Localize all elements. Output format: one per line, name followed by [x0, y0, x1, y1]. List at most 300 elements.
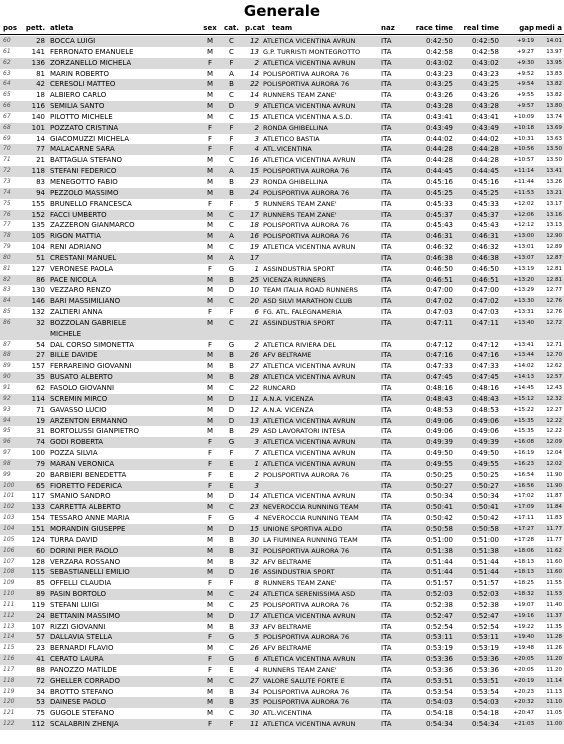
cell-pos: 77: [3, 221, 11, 229]
cell-naz: ITA: [381, 199, 392, 208]
cell-media: 11.37: [546, 612, 562, 619]
cell-pcat: 15: [250, 524, 259, 533]
cell-gap: +17:11: [513, 515, 534, 522]
cell-pcat: 14: [250, 69, 259, 78]
cell-gap: +20:32: [513, 699, 534, 706]
header-media: medi a: [535, 24, 562, 32]
cell-media: 13.16: [546, 211, 562, 218]
cell-atleta: TESSARO ANNE MARIA: [50, 514, 130, 523]
cell-atleta: GUGOLE STEFANO: [50, 709, 115, 718]
cell-real-time: 0:53:51: [472, 676, 499, 685]
cell-cat: B: [229, 373, 234, 382]
cell-team: POLISPORTIVA AURORA 76: [263, 167, 350, 176]
cell-real-time: 0:53:54: [472, 687, 499, 696]
table-row: [0, 567, 564, 578]
cell-naz: [380, 329, 405, 340]
cell-sex: F: [207, 308, 213, 317]
cell-pett: 54: [36, 340, 45, 349]
cell-pcat: 11: [250, 394, 259, 403]
cell-gap: +21:03: [513, 721, 534, 728]
table-row: [0, 394, 564, 405]
cell-sex: M: [206, 47, 214, 56]
cell-team: ATL.VICENTINA: [263, 709, 312, 718]
cell-team: UNIONE SPORTIVA ALDO: [263, 524, 343, 533]
cell-real-time: 0:47:03: [472, 308, 499, 317]
cell-race-time: 0:49:06: [426, 416, 453, 425]
cell-cat: F: [229, 145, 234, 154]
cell-media: [534, 329, 564, 340]
cell-pett: 79: [36, 459, 45, 468]
cell-pcat: 24: [250, 188, 259, 197]
cell-race-time: 0:52:47: [426, 611, 453, 620]
table-row: [0, 58, 564, 69]
cell-sex: M: [206, 416, 214, 425]
cell-real-time: 0:52:54: [472, 622, 499, 631]
cell-race-time: 0:44:45: [426, 167, 453, 176]
cell-atleta: ZALTIERI ANNA: [50, 308, 103, 317]
cell-team: ATLETICA VICENTINA AVRUN: [263, 611, 356, 620]
cell-atleta: SCREMIN MIRCO: [50, 394, 108, 403]
cell-atleta: MORANDIN GIUSEPPE: [50, 524, 126, 533]
cell-pos: 119: [3, 687, 15, 695]
cell-team: RUNNERS TEAM ZANE': [263, 665, 337, 674]
cell-cat: C: [229, 503, 234, 512]
cell-naz: ITA: [381, 123, 392, 132]
cell-team: AFV BELTRAME: [263, 644, 312, 653]
table-row: [0, 79, 564, 90]
cell-naz: ITA: [381, 318, 392, 327]
table-row: [0, 491, 564, 502]
cell-sex: F: [207, 514, 213, 523]
cell-real-time: 0:47:33: [472, 362, 499, 371]
cell-cat: G: [228, 340, 235, 349]
cell-atleta: PEZZOLO MASSIMO: [50, 188, 119, 197]
cell-sex: M: [206, 622, 214, 631]
cell-gap: +9:55: [517, 92, 534, 99]
cell-gap: +16:08: [513, 439, 534, 446]
cell-pos: 90: [3, 373, 11, 381]
cell-pos: 100: [3, 481, 15, 489]
cell-naz: ITA: [381, 286, 392, 295]
cell-atleta: STEFANI FEDERICO: [50, 167, 117, 176]
cell-atleta: ZORZANELLO MICHELA: [50, 58, 132, 67]
cell-naz: ITA: [381, 405, 392, 414]
cell-real-time: 0:50:58: [472, 524, 499, 533]
cell-pett: 75: [36, 709, 45, 718]
cell-pett: 101: [31, 123, 45, 132]
cell-race-time: 0:43:28: [426, 102, 453, 111]
cell-pos: 101: [3, 492, 15, 500]
cell-real-time: 0:44:28: [472, 156, 499, 165]
table-row: [0, 329, 564, 340]
cell-pett: 152: [31, 210, 45, 219]
table-row: [0, 708, 564, 719]
cell-cat: D: [228, 102, 235, 111]
cell-cat: D: [228, 405, 235, 414]
cell-pett: 72: [36, 676, 45, 685]
cell-gap: +13:41: [513, 341, 534, 348]
cell-media: 11.83: [546, 515, 562, 522]
cell-real-time: 0:45:25: [472, 188, 499, 197]
cell-race-time: 0:44:28: [426, 145, 453, 154]
table-row: [0, 372, 564, 383]
cell-atleta: ALBIERO CARLO: [50, 91, 107, 100]
cell-real-time: 0:52:47: [472, 611, 499, 620]
cell-media: 13.82: [546, 81, 562, 88]
cell-media: 11.14: [546, 677, 562, 684]
cell-gap: +13:07: [513, 254, 534, 261]
cell-atleta: CERESOLI MATTEO: [50, 80, 116, 89]
cell-pcat: 22: [250, 80, 259, 89]
cell-race-time: 0:48:16: [426, 384, 453, 392]
cell-gap: +9:30: [517, 59, 534, 66]
cell-pcat: 17: [250, 210, 259, 219]
table-row: [0, 264, 564, 275]
cell-real-time: 0:47:45: [472, 373, 499, 382]
cell-naz: ITA: [381, 644, 392, 653]
cell-atleta: RIZZI GIOVANNI: [50, 622, 106, 631]
cell-gap: +20:05: [513, 666, 534, 673]
table-row: [0, 578, 564, 589]
cell-naz: ITA: [381, 80, 392, 89]
cell-team: POLISPORTIVA AURORA 76: [263, 633, 350, 642]
cell-cat: B: [229, 535, 234, 544]
cell-naz: ITA: [381, 47, 392, 56]
table-row: [0, 231, 564, 242]
cell-media: 13.41: [546, 168, 562, 175]
cell-pett: 88: [36, 665, 45, 674]
cell-pos: 117: [3, 665, 15, 673]
cell-cat: F: [229, 123, 234, 132]
cell-atleta: MARIN ROBERTO: [50, 69, 109, 78]
cell-real-time: 0:45:33: [472, 199, 499, 208]
cell-gap: +18:06: [513, 547, 534, 554]
cell-real-time: 0:51:00: [472, 535, 499, 544]
cell-pos: 107: [3, 557, 15, 565]
cell-pett: 74: [36, 438, 45, 447]
cell-pos: 96: [3, 438, 11, 446]
cell-naz: ITA: [381, 308, 392, 317]
cell-pett: 119: [31, 600, 45, 609]
cell-naz: ITA: [381, 655, 392, 664]
cell-real-time: 0:43:28: [472, 102, 499, 111]
table-row: [0, 361, 564, 372]
cell-real-time: 0:49:06: [472, 416, 499, 425]
cell-media: 11.05: [546, 710, 562, 717]
cell-media: 12.22: [546, 428, 562, 435]
cell-naz: ITA: [381, 362, 392, 371]
table-row: [0, 665, 564, 676]
table-row: [0, 307, 564, 318]
cell-pett: 133: [31, 503, 45, 512]
cell-media: 11.55: [546, 580, 562, 587]
cell-atleta: GIACOMUZZI MICHELA: [50, 134, 129, 143]
cell-naz: ITA: [381, 557, 392, 566]
table-row: [0, 383, 564, 394]
cell-sex: M: [206, 503, 214, 512]
cell-pos: 114: [3, 633, 15, 641]
cell-naz: ITA: [381, 676, 392, 685]
cell-real-time: 0:51:44: [472, 557, 499, 566]
cell-race-time: 0:47:11: [426, 318, 453, 327]
cell-sex: F: [207, 579, 213, 588]
cell-cat: C: [229, 676, 234, 685]
cell-team: RUNNERS TEAM ZANE': [263, 91, 337, 100]
cell-pett: 130: [31, 286, 45, 295]
cell-race-time: 0:47:03: [426, 308, 453, 317]
cell-pcat: [243, 329, 261, 340]
cell-sex: F: [207, 199, 213, 208]
cell-atleta: BOZZOLAN GABRIELE: [50, 318, 127, 327]
cell-media: 12.62: [546, 363, 562, 370]
cell-team: ATLETICA VICENTINA AVRUN: [263, 373, 356, 382]
cell-race-time: 0:45:16: [426, 177, 453, 186]
cell-gap: +9:19: [517, 38, 534, 44]
cell-cat: G: [228, 655, 235, 664]
cell-team: ATLETICA VICENTINA AVRUN: [263, 720, 356, 729]
cell-team: ATLETICA VICENTINA AVRUN: [263, 438, 356, 447]
cell-real-time: [453, 329, 499, 340]
cell-pcat: 17: [250, 611, 259, 620]
cell-pett: 140: [31, 112, 45, 121]
cell-pos: 93: [3, 405, 11, 413]
cell-naz: ITA: [381, 167, 392, 176]
cell-race-time: 0:49:39: [426, 438, 453, 447]
cell-atleta: BORTOLUSSI GIANPIETRO: [50, 427, 140, 436]
cell-media: 13.82: [546, 92, 562, 99]
cell-atleta: BARI MASSIMILIANO: [50, 297, 121, 306]
cell-team: [261, 481, 380, 492]
cell-real-time: 0:54:34: [472, 720, 499, 729]
cell-gap: +17:27: [513, 525, 534, 532]
cell-pett: 65: [36, 481, 45, 490]
cell-naz: ITA: [381, 384, 392, 392]
cell-atleta: DALLAVIA STELLA: [50, 633, 113, 642]
cell-race-time: 0:45:25: [426, 188, 453, 197]
cell-atleta: FIORETTO FEDERICA: [50, 481, 122, 490]
cell-atleta: BROTTO STEFANO: [50, 687, 114, 696]
cell-media: 12.81: [546, 276, 562, 283]
cell-cat: E: [229, 665, 234, 674]
cell-pett: 100: [31, 449, 45, 458]
cell-pett: 115: [31, 568, 45, 577]
cell-atleta: OFFELLI CLAUDIA: [50, 579, 112, 588]
cell-media: 12.90: [546, 233, 562, 240]
cell-pos: 111: [3, 600, 15, 608]
cell-pos: 81: [3, 264, 11, 272]
table-row: [0, 426, 564, 437]
table-row: [0, 437, 564, 448]
cell-cat: D: [228, 416, 235, 425]
cell-naz: ITA: [381, 177, 392, 186]
cell-naz: ITA: [381, 514, 392, 523]
cell-cat: E: [229, 481, 234, 490]
cell-cat: F: [229, 579, 234, 588]
cell-naz: ITA: [381, 449, 392, 458]
cell-gap: +11:53: [513, 189, 534, 196]
cell-pcat: 1: [254, 459, 259, 468]
table-row: [0, 220, 564, 231]
cell-naz: ITA: [381, 416, 392, 425]
cell-sex: M: [206, 188, 214, 197]
cell-race-time: 0:43:26: [426, 91, 453, 100]
cell-race-time: 0:42:50: [426, 37, 453, 45]
table-row: [0, 611, 564, 622]
cell-race-time: 0:48:53: [426, 405, 453, 414]
cell-cat: [220, 329, 243, 340]
cell-gap: +19:07: [513, 601, 534, 608]
cell-sex: M: [206, 384, 214, 392]
cell-atleta: GAVASSO LUCIO: [50, 405, 107, 414]
cell-race-time: 0:52:54: [426, 622, 453, 631]
table-header: [0, 23, 564, 33]
header-team: team: [272, 24, 293, 32]
cell-pos: 63: [3, 69, 11, 77]
cell-pett: 135: [31, 221, 45, 230]
cell-pcat: 30: [250, 535, 259, 544]
cell-pcat: 17: [250, 253, 259, 262]
cell-real-time: 0:51:57: [472, 579, 499, 588]
cell-pos: 75: [3, 199, 11, 207]
cell-team: ATLETICA VICENTINA AVRUN: [263, 655, 356, 664]
cell-cat: D: [228, 286, 235, 295]
table-row: [0, 90, 564, 101]
cell-pcat: 11: [250, 720, 259, 729]
cell-gap: +13:30: [513, 298, 534, 305]
cell-team: ATLETICA VICENTINA AVRUN: [263, 449, 356, 458]
cell-cat: G: [228, 633, 235, 642]
cell-pcat: 27: [250, 362, 259, 371]
header-divider: [0, 34, 564, 35]
cell-pos: 79: [3, 243, 11, 251]
cell-media: 11.13: [546, 688, 562, 695]
cell-media: 13.13: [546, 222, 562, 229]
cell-cat: A: [229, 232, 234, 241]
cell-naz: ITA: [381, 210, 392, 219]
cell-pcat: 10: [250, 286, 259, 295]
cell-race-time: 0:43:23: [426, 69, 453, 78]
cell-pcat: 27: [250, 676, 259, 685]
cell-real-time: 0:47:11: [472, 318, 499, 327]
cell-gap: +10:56: [513, 146, 534, 153]
cell-media: 11.53: [546, 591, 562, 598]
cell-pos: 83: [3, 286, 11, 294]
cell-naz: ITA: [381, 37, 392, 45]
cell-sex: M: [206, 102, 214, 111]
cell-team: POLISPORTIVA AURORA 76: [263, 600, 350, 609]
cell-sex: M: [206, 557, 214, 566]
cell-real-time: 0:43:02: [472, 58, 499, 67]
cell-media: 12.32: [546, 395, 562, 402]
cell-gap: +18:13: [513, 569, 534, 576]
cell-cat: B: [229, 275, 234, 284]
cell-pcat: 21: [250, 318, 259, 327]
cell-pos: 118: [3, 676, 15, 684]
cell-gap: +20:23: [513, 688, 534, 695]
cell-gap: +20:47: [513, 710, 534, 717]
cell-sex: M: [206, 644, 214, 653]
cell-sex: M: [206, 590, 214, 599]
table-row: [0, 350, 564, 361]
cell-gap: +12:12: [513, 222, 534, 229]
cell-cat: C: [229, 221, 234, 230]
cell-media: 12.89: [546, 244, 562, 251]
cell-naz: ITA: [381, 503, 392, 512]
cell-atleta: CRESTANI MANUEL: [50, 253, 117, 262]
cell-cat: B: [229, 622, 234, 631]
cell-sex: F: [207, 123, 213, 132]
cell-pcat: 14: [250, 91, 259, 100]
cell-pett: 20: [36, 470, 45, 479]
cell-pos: 65: [3, 91, 11, 99]
cell-gap: +15:35: [513, 417, 534, 424]
table-row: [0, 253, 564, 264]
cell-naz: ITA: [381, 243, 392, 252]
cell-atleta: ZAZZERON GIANMARCO: [50, 221, 135, 230]
cell-pos: 68: [3, 123, 11, 131]
cell-pcat: 2: [254, 58, 259, 67]
cell-cat: B: [229, 557, 234, 566]
cell-pos: 64: [3, 80, 11, 88]
cell-media: 12.76: [546, 298, 562, 305]
cell-pcat: 7: [254, 449, 259, 458]
cell-pos: 62: [3, 58, 11, 66]
cell-media: 13.74: [546, 113, 562, 120]
cell-race-time: 0:46:51: [426, 275, 453, 284]
cell-pett: 32: [36, 318, 45, 327]
cell-media: 13.69: [546, 124, 562, 131]
cell-pcat: 20: [250, 297, 259, 306]
cell-pett: 51: [36, 253, 45, 262]
cell-team: ATLETICA RIVIERA DEL: [263, 340, 336, 349]
cell-pos: 88: [3, 351, 11, 359]
cell-race-time: 0:53:36: [426, 655, 453, 664]
cell-cat: D: [228, 524, 235, 533]
cell-pett: 42: [36, 80, 45, 89]
cell-media: 12.77: [546, 287, 562, 294]
cell-real-time: 0:49:55: [472, 459, 499, 468]
cell-pos: 80: [3, 253, 11, 261]
cell-pett: 132: [31, 308, 45, 317]
table-row: [0, 600, 564, 611]
cell-real-time: 0:47:02: [472, 297, 499, 306]
table-row: [0, 416, 564, 427]
cell-media: 12.09: [546, 439, 562, 446]
cell-pcat: 23: [250, 177, 259, 186]
cell-atleta: FERRAREINO GIOVANNI: [50, 362, 132, 371]
table-row: [0, 210, 564, 221]
cell-race-time: 0:47:16: [426, 351, 453, 360]
table-row: [0, 188, 564, 199]
table-row: [0, 405, 564, 416]
cell-race-time: 0:46:32: [426, 243, 453, 252]
cell-pett: 62: [36, 384, 45, 392]
cell-real-time: 0:46:50: [472, 264, 499, 273]
cell-pcat: 3: [254, 438, 259, 447]
cell-sex: M: [206, 253, 214, 262]
cell-sex: M: [206, 91, 214, 100]
cell-naz: ITA: [381, 394, 392, 403]
cell-gap: +13:44: [513, 352, 534, 359]
cell-gap: +20:19: [513, 677, 534, 684]
cell-pos: 66: [3, 102, 11, 110]
cell-atleta: STEFANI LUIGI: [50, 600, 100, 609]
cell-sex: M: [206, 167, 214, 176]
cell-naz: ITA: [381, 687, 392, 696]
cell-real-time: 0:43:26: [472, 91, 499, 100]
cell-sex: F: [207, 655, 213, 664]
cell-gap: +13:31: [513, 309, 534, 316]
